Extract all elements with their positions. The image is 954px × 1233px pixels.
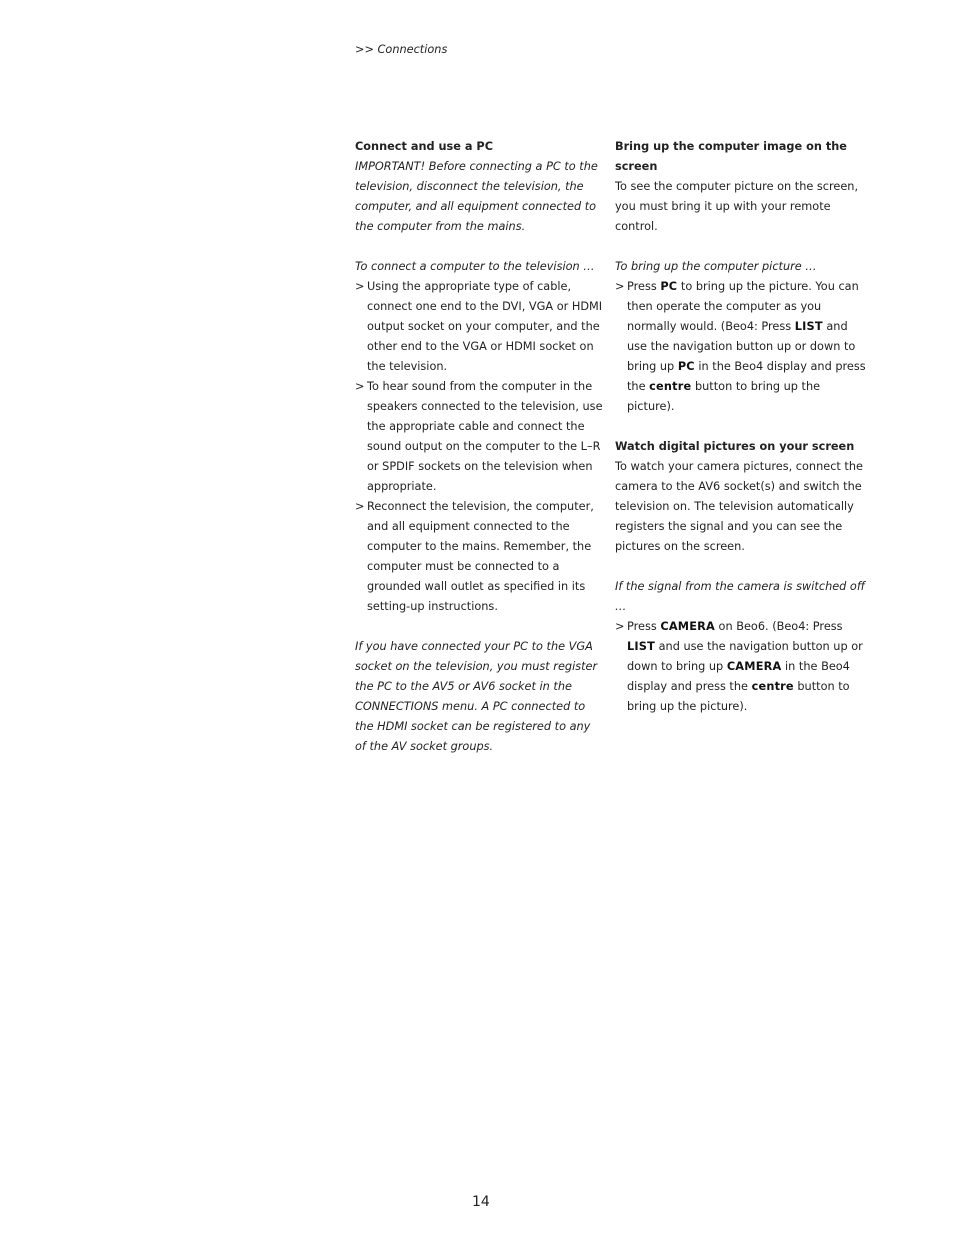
step-text: Press CAMERA on Beo6. (Beo4: Press LIST and use the navigation button up or down to bring up CAMERA in the Beo4 display and press the centre button to bring up the picture). [627, 620, 863, 713]
page-number: 14 [472, 1194, 490, 1210]
subheading-connect-computer: To connect a computer to the television … [355, 260, 595, 273]
step-item [615, 617, 870, 717]
section-heading-connect-pc: Connect and use a PC [355, 140, 494, 153]
key-label: centre [751, 680, 794, 693]
key-label: PC [677, 360, 695, 373]
key-label: PC [660, 280, 678, 293]
section-heading-bring-up-image: Bring up the computer image on the screen [615, 140, 847, 173]
subheading-camera-off: If the signal from the camera is switched off … [615, 580, 865, 613]
step-arrow-icon: > [355, 380, 365, 393]
important-notice: IMPORTANT! Before connecting a PC to the television, disconnect the television, the computer, and all equipment connected to the computer from the mains. [355, 160, 598, 233]
step-text: To hear sound from the computer in the speakers connected to the television, use the appropriate cable and connect the sound output on the computer to the L–R or SPDIF sockets on the television when appropriate. [367, 380, 603, 493]
key-label: CAMERA [726, 660, 782, 673]
step-text: Reconnect the television, the computer, and all equipment connected to the computer to the mains. Remember, the computer must be connected to a grounded wall outlet as specified in its setting-up instructions. [367, 500, 594, 613]
subheading-bring-up-picture: To bring up the computer picture … [615, 260, 817, 273]
key-label: LIST [794, 320, 823, 333]
step-text: Press PC to bring up the picture. You can then operate the computer as you normally would. (Beo4: Press LIST and use the navigation button up or down to bring up PC in the Beo4 display and press the centre button to bring up the picture). [627, 280, 866, 413]
step-arrow-icon: > [355, 500, 365, 513]
step-text: Using the appropriate type of cable, connect one end to the DVI, VGA or HDMI output socket on your computer, and the other end to the VGA or HDMI socket on the television. [367, 280, 603, 373]
step-arrow-icon: > [355, 280, 365, 293]
step-item [355, 497, 603, 617]
key-label: CAMERA [660, 620, 715, 633]
intro-text-digital-pictures: To watch your camera pictures, connect the camera to the AV6 socket(s) and switch the television on. The television automatically registers the signal and you can see the pictures on the screen. [615, 460, 863, 553]
step-item [615, 277, 870, 417]
right-column [615, 137, 870, 717]
step-item [355, 377, 603, 497]
step-arrow-icon: > [615, 620, 625, 633]
key-label: LIST [627, 640, 656, 653]
step-item [355, 277, 603, 377]
registration-note: If you have connected your PC to the VGA socket on the television, you must register the PC to the AV5 or AV6 socket in the CONNECTIONS menu. A PC connected to the HDMI socket can be registered to any of the AV socket groups. [355, 640, 598, 753]
left-column [355, 137, 603, 757]
section-heading-digital-pictures: Watch digital pictures on your screen [615, 440, 855, 453]
step-arrow-icon: > [615, 280, 625, 293]
breadcrumb: >> Connections [355, 43, 448, 56]
key-label: centre [649, 380, 692, 393]
intro-text-bring-up: To see the computer picture on the screen, you must bring it up with your remote control. [615, 180, 859, 233]
